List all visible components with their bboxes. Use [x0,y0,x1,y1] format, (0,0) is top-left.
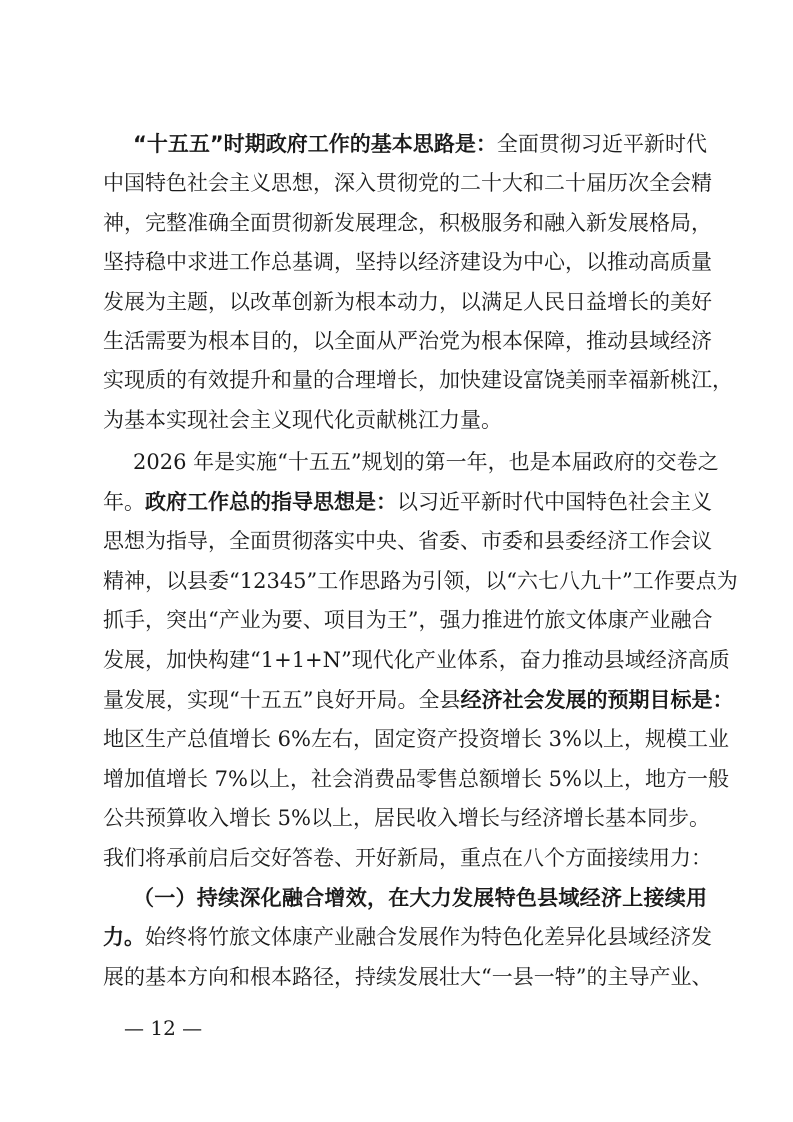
body-text: 发展，加快构建“1+1+N”现代化产业体系，奋力推动县域经济高质 [103,647,730,672]
body-text: 思想为指导，全面贯彻落实中央、省委、市委和县委经济工作会议 [103,529,712,554]
body-text: 地区生产总值增长 6%左右，固定资产投资增长 3%以上，规模工业 [103,727,729,752]
body-text: 抓手，突出“产业为要、项目为王”，强力推进竹旅文体康产业融合 [103,608,713,633]
body-text: 精神，以县委“12345”工作思路为引领，以“六七八九十”工作要点为 [103,568,738,593]
text-line [103,601,713,641]
text-line [103,443,719,483]
text-line [103,918,712,958]
text-line [103,562,738,602]
body-text: 坚持稳中求进工作总基调，坚持以经济建设为中心，以推动高质量 [103,250,712,275]
text-line [103,681,734,721]
text-line [103,958,713,998]
bold-text: 经济社会发展的预期目标是： [460,687,734,712]
text-line [103,483,712,523]
text-line [103,243,712,282]
text-line [103,204,712,243]
body-text: 始终将竹旅文体康产业融合发展作为特色化差异化县域经济发 [145,925,712,950]
text-line [103,125,707,164]
body-text: 实现质的有效提升和量的合理增长，加快建设富饶美丽幸福新桃江， [103,368,733,393]
text-line [103,401,707,440]
text-line [103,322,712,361]
text-line [103,799,710,839]
body-text: 全面贯彻习近平新时代 [496,132,708,156]
text-line [103,164,712,203]
bold-text: （一）持续深化融合增效，在大力发展特色县域经济上接续用 [133,885,707,910]
body-text: 展的基本方向和根本路径，持续发展壮大“一县一特”的主导产业、 [103,964,713,989]
body-text: 发展为主题，以改革创新为根本动力，以满足人民日益增长的美好 [103,289,712,314]
text-line [103,283,712,322]
text-line [103,522,712,562]
paragraph-basic-approach [103,125,733,440]
body-text: 量发展，实现“十五五”良好开局。全县 [103,687,461,712]
body-text: 增加值增长 7%以上，社会消费品零售总额增长 5%以上，地方一般 [103,766,729,791]
body-text: 生活需要为根本目的，以全面从严治党为根本保障，推动县域经济 [103,328,712,353]
body-text: 我们将承前启后交好答卷、开好新局，重点在八个方面接续用力： [103,845,712,870]
paragraph-guiding-ideology [103,443,738,997]
text-line [103,361,733,400]
body-text: 中国特色社会主义思想，深入贯彻党的二十大和二十届历次全会精 [103,171,712,196]
bold-text: 政府工作总的指导思想是： [145,489,397,514]
text-line [103,641,730,681]
body-text: 公共预算收入增长 5%以上，居民收入增长与经济增长基本同步。 [103,806,710,831]
bold-text: 力。 [103,925,145,950]
bold-text: “十五五”时期政府工作的基本思路是： [133,132,497,156]
text-line [103,720,729,760]
text-line [103,760,729,800]
text-line [103,879,707,919]
body-text: 为基本实现社会主义现代化贡献桃江力量。 [103,407,502,432]
text-line [103,839,712,879]
page-number: — 12 — [124,1016,203,1040]
body-text: 神，完整准确全面贯彻新发展理念，积极服务和融入新发展格局， [103,210,712,235]
body-text: 以习近平新时代中国特色社会主义 [397,489,712,514]
body-text: 2026 年是实施“十五五”规划的第一年，也是本届政府的交卷之 [133,450,719,474]
body-text: 年。 [103,489,145,514]
